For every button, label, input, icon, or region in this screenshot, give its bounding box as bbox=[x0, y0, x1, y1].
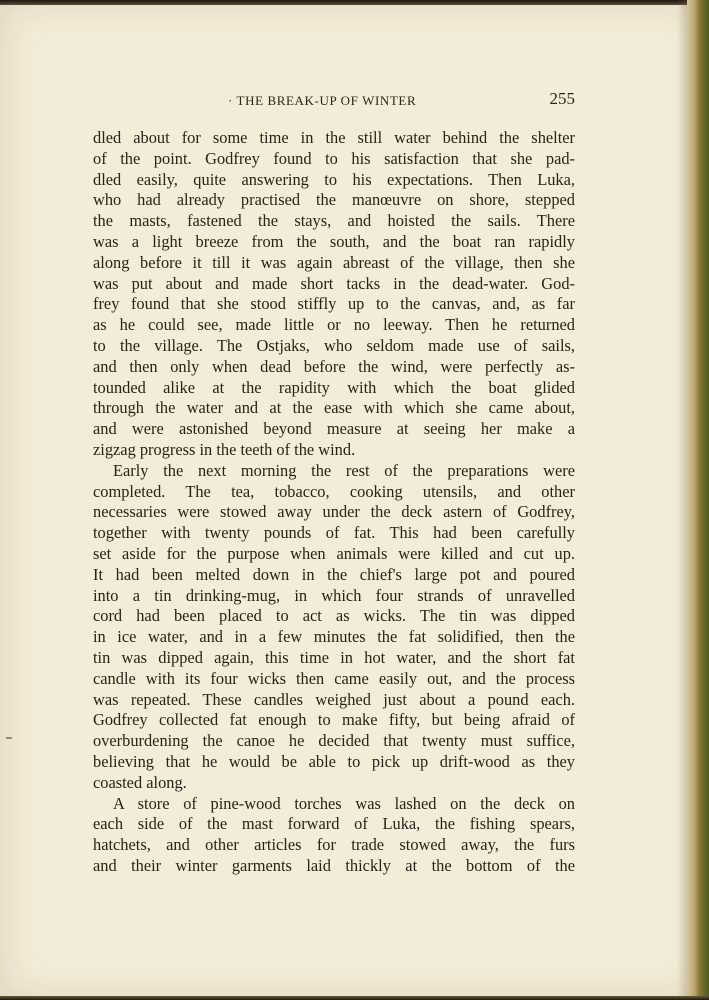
text-line: overburdening the canoe he decided that twenty must suffice, bbox=[93, 731, 575, 751]
text-line: was repeated. These candles weighed just about a pound each. bbox=[93, 689, 575, 709]
text-line: in ice water, and in a few minutes the fat solidified, then the bbox=[93, 627, 575, 647]
text-line: was put about and made short tacks in the dead-water. God- bbox=[93, 273, 575, 293]
page-top-edge bbox=[0, 0, 709, 5]
text-line: tounded alike at the rapidity with which the boat glided bbox=[93, 377, 575, 397]
gutter-shadow bbox=[677, 0, 687, 1000]
paragraph bbox=[93, 794, 575, 877]
text-line: each side of the mast forward of Luka, the fishing spears, bbox=[93, 814, 575, 834]
text-line: It had been melted down in the chief's large pot and poured bbox=[93, 564, 575, 584]
margin-mark bbox=[6, 737, 12, 739]
text-line: of the point. Godfrey found to his satisfaction that she pad- bbox=[93, 148, 575, 168]
text-line: A store of pine-wood torches was lashed on the deck on bbox=[113, 793, 575, 813]
text-line: along before it till it was again abreast of the village, then she bbox=[93, 252, 575, 272]
page-bottom-edge bbox=[0, 996, 709, 1000]
text-line: into a tin drinking-mug, in which four strands of unravelled bbox=[93, 585, 575, 605]
running-title: · THE BREAK-UP OF WINTER bbox=[228, 93, 417, 108]
text-line: and were astonished beyond measure at seeing her make a bbox=[93, 419, 575, 439]
text-line: and their winter garments laid thickly at the bottom of the bbox=[93, 855, 575, 875]
text-line: dled easily, quite answering to his expectations. Then Luka, bbox=[93, 169, 575, 189]
text-line: the masts, fastened the stays, and hoisted the sails. There bbox=[93, 211, 575, 231]
text-line: tin was dipped again, this time in hot water, and the short fat bbox=[93, 647, 575, 667]
text-line: cord had been placed to act as wicks. The tin was dipped bbox=[93, 606, 575, 626]
text-line: as he could see, made little or no leeway. Then he returned bbox=[93, 315, 575, 335]
text-line: and then only when dead before the wind, were perfectly as- bbox=[93, 356, 575, 376]
text-line: believing that he would be able to pick up drift-wood as they bbox=[93, 751, 575, 771]
text-line: who had already practised the manœuvre on shore, stepped bbox=[93, 190, 575, 210]
paragraph bbox=[93, 128, 575, 461]
running-header bbox=[93, 91, 575, 111]
text-line: through the water and at the ease with which she came about, bbox=[93, 398, 575, 418]
text-line: Godfrey collected fat enough to make fifty, but being afraid of bbox=[93, 710, 575, 730]
text-line: completed. The tea, tobacco, cooking utensils, and other bbox=[93, 481, 575, 501]
text-line: to the village. The Ostjaks, who seldom made use of sails, bbox=[93, 335, 575, 355]
text-line: Early the next morning the rest of the preparations were bbox=[113, 460, 575, 480]
text-line: hatchets, and other articles for trade stowed away, the furs bbox=[93, 835, 575, 855]
text-line: together with twenty pounds of fat. This had been carefully bbox=[93, 523, 575, 543]
paragraph bbox=[93, 461, 575, 794]
text-line: candle with its four wicks then came easily out, and the process bbox=[93, 668, 575, 688]
text-line: set aside for the purpose when animals were killed and cut up. bbox=[93, 543, 575, 563]
text-line: zigzag progress in the teeth of the wind. bbox=[93, 439, 356, 459]
text-line: was a light breeze from the south, and the boat ran rapidly bbox=[93, 231, 575, 251]
book-binding-edge bbox=[687, 0, 709, 1000]
text-line: frey found that she stood stiffly up to the canvas, and, as far bbox=[93, 294, 575, 314]
body-text bbox=[93, 128, 575, 877]
text-line: coasted along. bbox=[93, 772, 187, 792]
page-number: 255 bbox=[549, 89, 575, 108]
text-line: dled about for some time in the still water behind the shelter bbox=[93, 128, 575, 147]
text-line: necessaries were stowed away under the deck astern of Godfrey, bbox=[93, 502, 575, 522]
